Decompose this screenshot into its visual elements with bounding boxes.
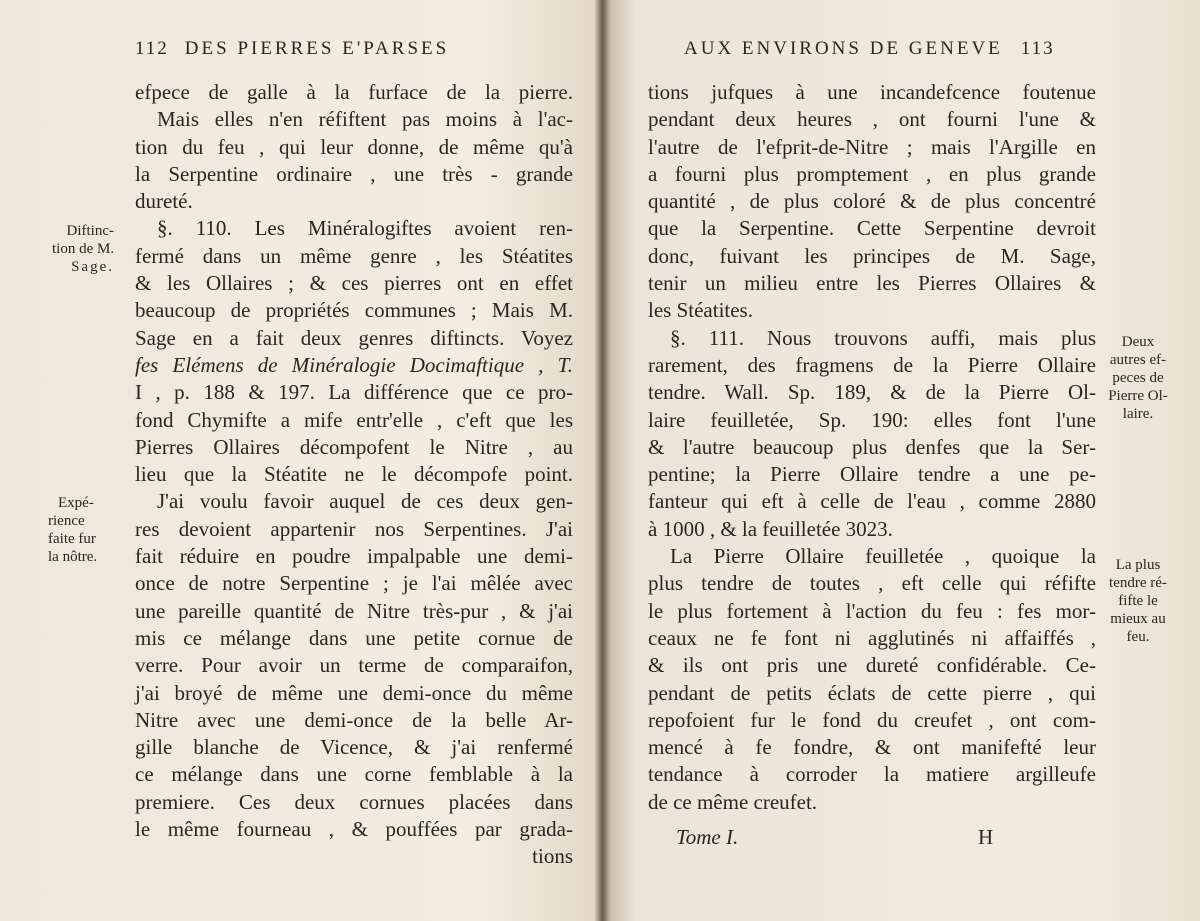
text-line: verre. Pour avoir un terme de comparaifon,: [135, 653, 573, 678]
left-margin-note-1: [52, 222, 114, 276]
margin-note-line: mieux au: [1110, 611, 1166, 627]
text-line: mis ce mélange dans une petite cornue de: [135, 625, 573, 650]
text-line: ceaux ne fe font ni agglutinés ni affaiffés ,: [648, 625, 1096, 650]
margin-note-line: feu.: [1126, 629, 1150, 645]
text-line: les Stéatites.: [648, 298, 753, 323]
text-line: J'ai voulu favoir auquel de ces deux gen-: [157, 489, 573, 514]
right-body-text: [648, 79, 1096, 816]
text-line: fond Chymifte a mife entr'elle , c'eft que les: [135, 407, 573, 432]
text-line: quantité , de plus coloré & de plus concentré: [648, 189, 1096, 214]
text-line: efpece de galle à la furface de la pierre.: [135, 80, 573, 104]
text-line: pendant de petits éclats de cette pierre , qui: [648, 680, 1096, 705]
margin-note-line: autres ef-: [1109, 352, 1167, 368]
margin-note-line: peces de: [1112, 370, 1164, 386]
margin-note-line: tion de M.: [52, 241, 115, 257]
right-margin-note-2: [1098, 556, 1178, 646]
margin-note-line: tendre ré-: [1109, 575, 1167, 591]
right-running-title: AUX ENVIRONS DE GENEVE: [684, 38, 1003, 59]
text-line: & ils ont pris une dureté confidérable. Ce-: [648, 653, 1096, 678]
text-line: dureté.: [135, 189, 193, 214]
text-line: fanteur qui eft à celle de l'eau , comme 2880: [648, 489, 1096, 514]
text-line: res devoient appartenir nos Serpentines. J'ai: [135, 516, 573, 541]
text-line: Mais elles n'en réfiftent pas moins à l'ac-: [157, 107, 573, 132]
text-line: que la Serpentine. Cette Serpentine devroit: [648, 216, 1096, 241]
text-line: l'autre de l'efprit-de-Nitre ; mais l'Argille en: [648, 134, 1096, 159]
text-line: à 1000 , & la feuilletée 3023.: [648, 516, 893, 541]
right-running-head: [684, 38, 1055, 60]
margin-note-line: fifte le: [1118, 593, 1158, 609]
text-line: de ce même creufet.: [648, 789, 818, 814]
margin-note-line: Expé-: [58, 495, 94, 511]
text-line: Sage en a fait deux genres diftincts. Voyez: [135, 325, 573, 350]
text-line: repofoient fur le fond du creufet , ont com-: [648, 707, 1096, 732]
text-line: §. 111. Nous trouvons auffi, mais plus: [670, 325, 1096, 350]
text-line: j'ai broyé de même une demi-once du même: [135, 680, 573, 705]
text-line: tendre. Wall. Sp. 189, & de la Pierre Ol-: [648, 380, 1096, 405]
left-running-title: DES PIERRES E'PARSES: [184, 38, 450, 59]
text-line: & les Ollaires ; & ces pierres ont en effet: [135, 271, 573, 296]
right-page: [606, 0, 1200, 921]
margin-note-line: Diftinc-: [66, 223, 114, 239]
text-line: beaucoup de propriétés communes ; Mais M.: [135, 298, 573, 323]
text-line: pentine; la Pierre Ollaire tendre a une pe-: [648, 462, 1096, 487]
text-line: une pareille quantité de Nitre très-pur , & j'ai: [135, 598, 573, 623]
left-running-head: [135, 38, 449, 60]
text-line: gille blanche de Vicence, & j'ai renfermé: [135, 735, 573, 760]
text-line: fermé dans un même genre , les Stéatites: [135, 243, 573, 268]
text-line: tenir un milieu entre les Pierres Ollaires &: [648, 271, 1096, 296]
text-line: I , p. 188 & 197. La différence que ce pro-: [135, 380, 573, 405]
text-line: fes Elémens de Minéralogie Docimaftique , T.: [135, 352, 573, 377]
right-page-number: 113: [1020, 38, 1055, 59]
margin-note-line: Deux: [1121, 334, 1155, 350]
text-line: mencé à fe fondre, & ont manifefté leur: [648, 735, 1096, 760]
text-line: laire feuilletée, Sp. 190: elles font l'une: [648, 407, 1096, 432]
text-line: & l'autre beaucoup plus denfes que la Ser-: [648, 434, 1096, 459]
tome-label: Tome I.: [676, 825, 739, 849]
text-line: tendance à corroder la matiere argilleufe: [648, 762, 1096, 787]
left-body-text: [135, 79, 573, 871]
text-line: fait réduire en poudre impalpable une demi-: [135, 544, 573, 569]
text-line: lieu que la Stéatite ne le décompofe point.: [135, 462, 573, 487]
margin-note-line: Pierre Ol-: [1108, 388, 1168, 404]
text-line: ce mélange dans une corne femblable à la: [135, 762, 573, 787]
margin-note-line: laire.: [1122, 406, 1154, 422]
text-line: tions jufques à une incandefcence foutenue: [648, 80, 1096, 104]
text-line: le même fourneau , & pouffées par grada-: [135, 817, 573, 842]
text-line: la Serpentine ordinaire , une très - grande: [135, 161, 573, 186]
text-line: Pierres Ollaires décompofent le Nitre , au: [135, 434, 573, 459]
margin-note-line: la nôtre.: [48, 549, 98, 565]
text-line: plus tendre de toutes , eft celle qui réfifte: [648, 571, 1096, 596]
margin-note-line: faite fur: [48, 531, 96, 547]
text-line: tions: [532, 844, 573, 869]
left-margin-note-2: [48, 494, 124, 566]
text-line: premiere. Ces deux cornues placées dans: [135, 789, 573, 814]
text-line: le plus fortement à l'action du feu : fes mor-: [648, 598, 1096, 623]
text-line: donc, fuivant les principes de M. Sage,: [648, 243, 1096, 268]
text-line: La Pierre Ollaire feuilletée , quoique la: [670, 544, 1096, 569]
text-line: tion du feu , qui leur donne, de même qu'à: [135, 134, 573, 159]
text-line: §. 110. Les Minéralogiftes avoient ren-: [157, 216, 573, 241]
text-line: Nitre avec une demi-once de la belle Ar-: [135, 707, 573, 732]
text-line: once de notre Serpentine ; je l'ai mêlée avec: [135, 571, 573, 596]
margin-note-line: La plus: [1115, 557, 1161, 573]
signature-mark: H: [978, 825, 994, 849]
margin-note-line: Sage.: [71, 259, 114, 275]
text-line: rarement, des fragmens de la Pierre Ollaire: [648, 352, 1096, 377]
left-page-number: 112: [135, 38, 169, 59]
right-margin-note-1: [1098, 333, 1178, 423]
text-line: a fourni plus promptement , en plus grande: [648, 161, 1096, 186]
text-line: pendant deux heures , ont fourni l'une &: [648, 107, 1096, 132]
margin-note-line: rience: [48, 513, 85, 529]
